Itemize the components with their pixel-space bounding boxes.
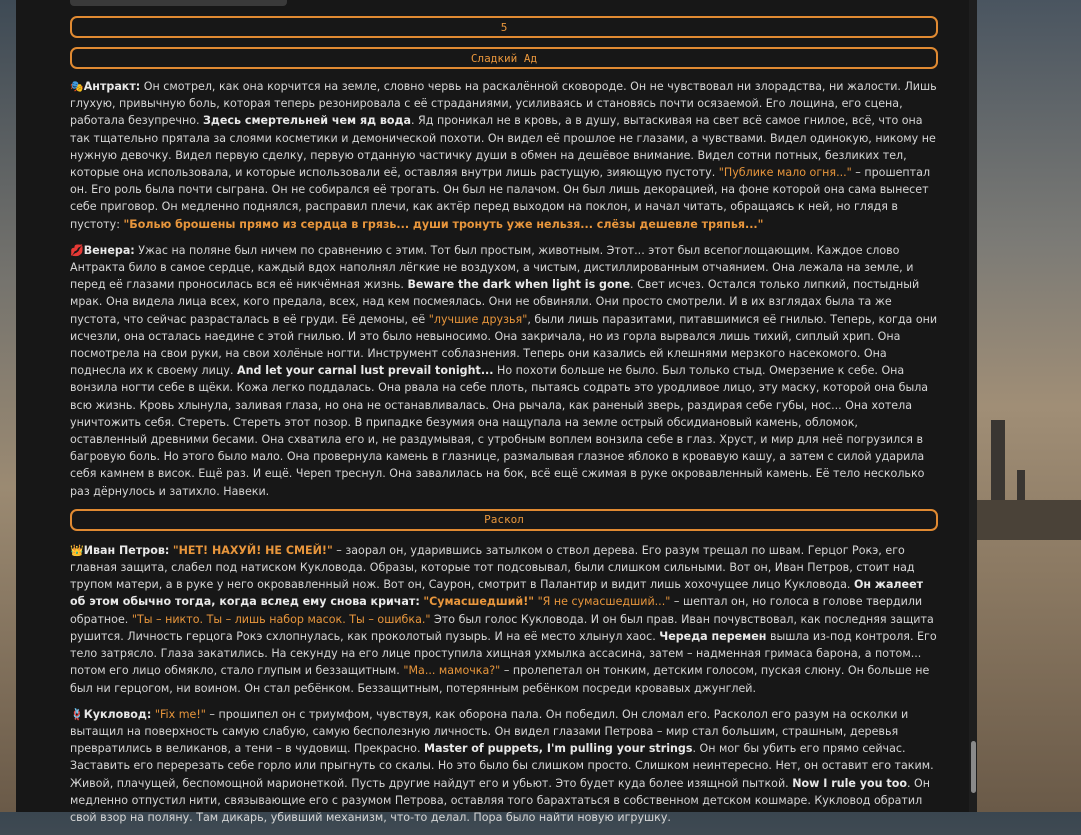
post-ivan: 👑Иван Петров: "НЕТ! НАХУЙ! НЕ СМЕЙ!" – заорал он, ударившись затылком о ствол дерева. Его разум трещал по швам. Герцог Рокэ, его главная защита, слабел под натиском Кукловода. Образы, которые тот подсовывал, были слишком сильными. Вот он, Иван Петров, стоит над трупом матери, а в руке у него окровавленный нож. Вот он, Саурон, смотрит в Палантир и видит лишь хохочущее лицо Кукловода. Он жалеет об этом обычно тогда, когда вслед ему снова кричат: "Сумасшедший!" "Я не сумасшедший..." – шептал он, но голоса в голове твердили обратное. "Ты – никто. Ты – лишь набор масок. Ты – ошибка." Это был голос Кукловода. И он был прав. Иван почувствовал, как последняя защита рушится. Личность герцога Рокэ схлопнулась, как проколотый пузырь. И на её место хлынул хаос. Череда перемен вышла из-под контроля. Его тело затрясло. Глаза закатились. На секунду на его лице проступила хищная ухмылка ассасина, затем – надменная гримаса барона, а потом... потом его лицо обмякло, стало глупым и беззащитным. "Ма... мамочка?" – пролепетал он тонким, детским голосом, пуская слюну. Он больше не был ни герцогом, ни воином. Он стал ребёнком. Беззащитным, потерянным ребёнком посреди кровавых джунглей. (70, 543, 937, 695)
top-tab[interactable] (70, 0, 287, 6)
speaker-name: Венера: (83, 243, 135, 257)
scrollbar-track[interactable] (969, 0, 977, 812)
message-content (70, 16, 938, 835)
background-right (977, 0, 1081, 812)
speaker-name: Иван Петров: (83, 543, 170, 557)
lips-icon: 💋 (70, 243, 84, 257)
ruin-wall (977, 500, 1081, 540)
ruin-tower (991, 420, 1005, 510)
speaker-name: Антракт: (83, 80, 141, 93)
speaker-name: Кукловод: (83, 707, 152, 721)
post-kuklovod: 🪢Кукловод: "Fix me!" – прошипел он с триумфом, чувствуя, как оборона пала. Он победил. Он сломал его. Расколол его разум на осколки и вытащил на поверхность самую слабую, самую бесполезную личность. Он видел глазами Петрова – мир стал большим, страшным, деревья превратились в великанов, а тени – в чудовищ. Прекрасно. Master of puppets, I'm pulling your strings. Он мог бы убить его прямо сейчас. Заставить его перерезать себе горло или прыгнуть со скалы. Но это было бы слишком просто. Слишком неинтересно. Нет, он оставит его таким. Живой, плачущей, беспомощной марионеткой. Пусть другие найдут его и убьют. Это будет куда более изящной пыткой. Now I rule you too. Он медленно отпустил нити, связывающие его с разумом Петрова, оставляя того барахтаться в собственном детском кошмаре. Кукловод обратил свой взор на поляну. Там дикарь, убивший механизм, что-то делал. Пора было найти новую игрушку. (70, 707, 934, 824)
section-number-header: 5 (70, 16, 938, 38)
section-header-split: Раскол (70, 509, 938, 531)
section-header-sweet-hell: Сладкий Ад (70, 47, 938, 69)
scrollbar-thumb[interactable] (971, 741, 976, 793)
background-left (0, 0, 16, 812)
chat-panel (16, 0, 977, 824)
post-antrakt: 🎭Антракт: Он смотрел, как она корчится на земле, словно червь на раскалённой сковороде. Он не чувствовал ни злорадства, ни жалости. Лишь глухую, привычную боль, которая теперь резонировала с её страданиями, усиливаясь и становясь почти осязаемой. Его лощина, его сцена, работала безупречно. Здесь смертельней чем яд вода. Яд проникал не в кровь, а в душу, вытаскивая на свет всё самое гнилое, всё, что она так тщательно прятала за слоями косметики и демонической похоти. Он видел её прошлое не глазами, а чувствами. Видел одинокую, никому не нужную девочку. Видел первую сделку, первую отданную частичку души в обмен на дешёвое внимание. Видел сотни потных, безликих тел, которые она использовала, и которые использовали её, оставляя внутри лишь растущую, зияющую пустоту. "Публике мало огня..." – прошептал он. Его роль была почти сыграна. Он не собирался её трогать. Он был не палачом. Он был лишь декорацией, на фоне которой она сама вынесет себе приговор. Он медленно поднялся, расправил плечи, как актёр перед выходом на поклон, и начал читать, обращаясь к ней, но глядя в пустоту: "Болью брошены прямо из сердца в грязь... души тронуть уже нельзя... слёзы дешевле тряпья..." (70, 80, 937, 231)
mask-icon: 🎭 (70, 80, 84, 93)
crown-icon: 👑 (70, 543, 84, 557)
post-venera: 💋Венера: Ужас на поляне был ничем по сравнению с этим. Тот был простым, животным. Этот... этот был всепоглощающим. Каждое слово Антракта било в самое сердце, каждый вдох наполнял лёгкие не воздухом, а чистым, дистиллированным отчаянием. Она лежала на земле, и перед её глазами проносилась вся её никчёмная жизнь. Beware the dark when light is gone. Свет исчез. Остался только липкий, постыдный мрак. Она видела лица всех, кого предала, всех, над кем посмеялась. Они не обвиняли. Они просто смотрели. И в их взглядах была та же пустота, что сейчас разрасталась в её груди. Её демоны, её "лучшие друзья", были лишь паразитами, питавшимися её гнилью. Теперь, когда они исчезли, она осталась наедине с этой гнилью. И это было невыносимо. Она закричала, но из горла вырвался лишь тихий, сиплый хрип. Она посмотрела на свои руки, на свои холёные ногти. Инструмент соблазнения. Теперь они казались ей клешнями мерзкого насекомого. Она поднесла их к своему лицу. And let your carnal lust prevail tonight... Но похоти больше не было. Был только стыд. Омерзение к себе. Она вонзила ногти себе в щёки. Кожа легко поддалась. Она рвала на себе плоть, пытаясь содрать это уродливое лицо, эту маску, которой она была всю жизнь. Кровь хлынула, заливая глаза, но она не останавливалась. Она рычала, как раненый зверь, раздирая себе губы, нос... Она хотела уничтожить себя. Стереть. Стереть этот позор. В припадке безумия она нащупала на земле острый обсидиановый камень, обломок, оставленный древними бесами. Она схватила его и, не раздумывая, с утробным воплем вонзила себе в глаз. Хруст, и мир для неё погрузился в багровую боль. Но этого было мало. Она провернула камень в глазнице, размалывая глазное яблоко в кровавую кашу, а затем с силой ударила себя камнем в висок. Ещё раз. И ещё. Череп треснул. Она завалилась на бок, всё ещё сжимая в руке окровавленный камень. Её тело несколько раз дёрнулось и затихло. Навеки. (70, 243, 938, 498)
knot-icon: 🪢 (70, 707, 84, 721)
